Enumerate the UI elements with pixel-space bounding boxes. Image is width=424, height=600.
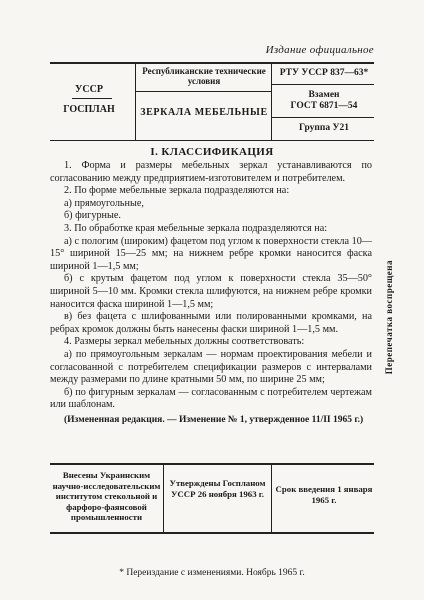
header-replaces-label: Взамен bbox=[308, 90, 340, 100]
header-right-rule-2 bbox=[271, 117, 374, 118]
paragraph-2b: б) фигурные. bbox=[64, 210, 121, 222]
header-divider-left bbox=[135, 62, 136, 140]
reprint-note: * Переиздание с изменениями. Ноябрь 1965 г. bbox=[119, 568, 305, 578]
paragraph-4a: а) по прямоугольным зеркалам — нормам проектирования мебели и согласованной с потребителем спецификации размеров с интервалами между размерами по длине кратными 50 мм, по ширине 25 мм; bbox=[50, 348, 372, 386]
footer-top-rule bbox=[50, 463, 374, 465]
footer-submitted: Внесены Украинским научно-исследовательским институтом стекольной и фарфоро-фаянсовой промышленности bbox=[52, 470, 161, 522]
edition-label: Издание официальное bbox=[265, 44, 374, 56]
paragraph-4b: б) по фигурным зеркалам — согласованным с потребителем чертежам или шаблонам. bbox=[50, 386, 372, 411]
paragraph-2a: а) прямоугольные, bbox=[64, 197, 144, 209]
section-title: I. КЛАССИФИКАЦИЯ bbox=[150, 146, 274, 158]
header-code: РТУ УССР 837—63* bbox=[279, 68, 369, 78]
header-group: Группа У21 bbox=[299, 123, 349, 133]
footer-effective: Срок введения 1 января 1965 г. bbox=[275, 484, 373, 505]
header-country: УССР bbox=[75, 84, 103, 95]
footer-bottom-rule bbox=[50, 532, 374, 534]
header-agency: ГОСПЛАН bbox=[63, 104, 115, 115]
footer-divider-right bbox=[271, 463, 272, 532]
paragraph-1: 1. Форма и размеры мебельных зеркал устанавливаются по согласованию между предприятием-изготовителем и потребителем. bbox=[50, 160, 372, 184]
paragraph-3: 3. По обработке края мебельные зеркала подразделяются на: bbox=[64, 222, 328, 234]
paragraph-3b: б) с крутым фацетом под углом к поверхности стекла 35—50° шириной 5—10 мм. Кромки стекла шлифуются, на нижнем ребре кромки наносится фаска шириной 1—1,5 мм; bbox=[50, 273, 372, 310]
header-right-rule-1 bbox=[271, 84, 374, 85]
header-top-rule bbox=[50, 62, 374, 64]
header-title: ЗЕРКАЛА МЕБЕЛЬНЫЕ bbox=[140, 107, 268, 118]
amendment-note: (Измененная редакция. — Изменение № 1, утвержденное 11/II 1965 г.) bbox=[64, 414, 364, 425]
header-bottom-rule bbox=[50, 140, 374, 141]
paragraph-4: 4. Размеры зеркал мебельных должны соответствовать: bbox=[64, 336, 305, 348]
side-notice: Перепечатка воспрещена bbox=[384, 260, 394, 375]
footer-divider-left bbox=[163, 463, 164, 532]
footer-approved: Утверждены Госпланом УССР 26 ноября 1963 г. bbox=[169, 478, 266, 499]
header-mid-rule bbox=[135, 91, 271, 92]
paragraph-3c: в) без фацета с шлифованными или полированными кромками, на ребрах кромок должны быть нанесены фаски шириной 1—1,5 мм. bbox=[50, 311, 372, 335]
header-left-rule bbox=[72, 98, 112, 99]
document-body bbox=[50, 160, 372, 426]
header-replaces-value: ГОСТ 6871—54 bbox=[290, 101, 358, 111]
header-spec-type: Республиканские технические условия bbox=[142, 66, 266, 87]
header-divider-right bbox=[271, 62, 272, 140]
paragraph-2: 2. По форме мебельные зеркала подразделяются на: bbox=[64, 185, 290, 197]
paragraph-3a: а) с пологим (широким) фацетом под углом к поверхности стекла 10—15° шириной 15—25 мм; на нижнем ребре кромки наносится фаска шириной 1—1,5 мм; bbox=[50, 235, 372, 272]
